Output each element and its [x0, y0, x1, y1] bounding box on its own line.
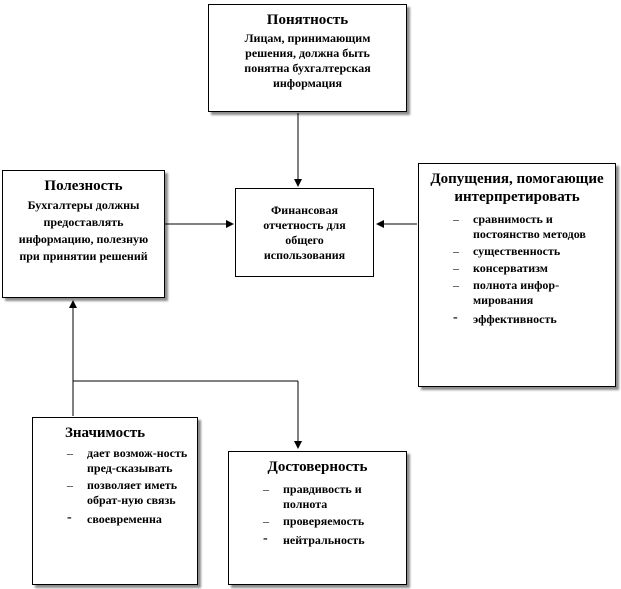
usefulness-text: Бухгалтеры должны предоставлять информацию, полезную при принятии решений	[18, 198, 149, 263]
assumptions-title: Допущения, помогающие интерпретировать	[430, 171, 604, 205]
box-usefulness	[2, 170, 165, 298]
list-item: - своевременна	[67, 510, 162, 526]
box-relevance	[32, 417, 198, 585]
list-item: – проверяемость	[263, 514, 365, 528]
understandability-text: Лицам, принимающим решения, должна быть понятна бухгалтерская информация	[244, 31, 371, 90]
box-financial-statements	[235, 188, 374, 277]
reliability-list	[261, 482, 398, 548]
list-item: – полнота инфор-мирования	[453, 278, 560, 307]
list-item: – консерватизм	[453, 261, 548, 275]
list-item: – дает возмож-ность пред-сказывать	[67, 446, 188, 475]
box-understandability	[208, 4, 407, 112]
assumptions-list	[451, 212, 603, 327]
reliability-title: Достоверность	[267, 459, 368, 475]
list-item: – позволяет иметь обрат-ную связь	[67, 478, 178, 507]
list-item: – правдивость и полнота	[263, 482, 362, 511]
understandability-title: Понятность	[266, 12, 349, 28]
box-assumptions	[418, 163, 616, 387]
box-reliability	[228, 451, 407, 585]
list-item: – сравнимость и постоянство методов	[453, 212, 586, 241]
list-item: - эффективность	[453, 310, 557, 326]
relevance-list	[65, 446, 191, 527]
financial-statements-text: Финансовая отчетность для общего использования	[263, 202, 346, 262]
usefulness-title: Полезность	[44, 178, 123, 194]
list-item: – существенность	[453, 244, 561, 258]
list-item: - нейтральность	[263, 531, 365, 547]
relevance-title: Значимость	[65, 425, 146, 441]
